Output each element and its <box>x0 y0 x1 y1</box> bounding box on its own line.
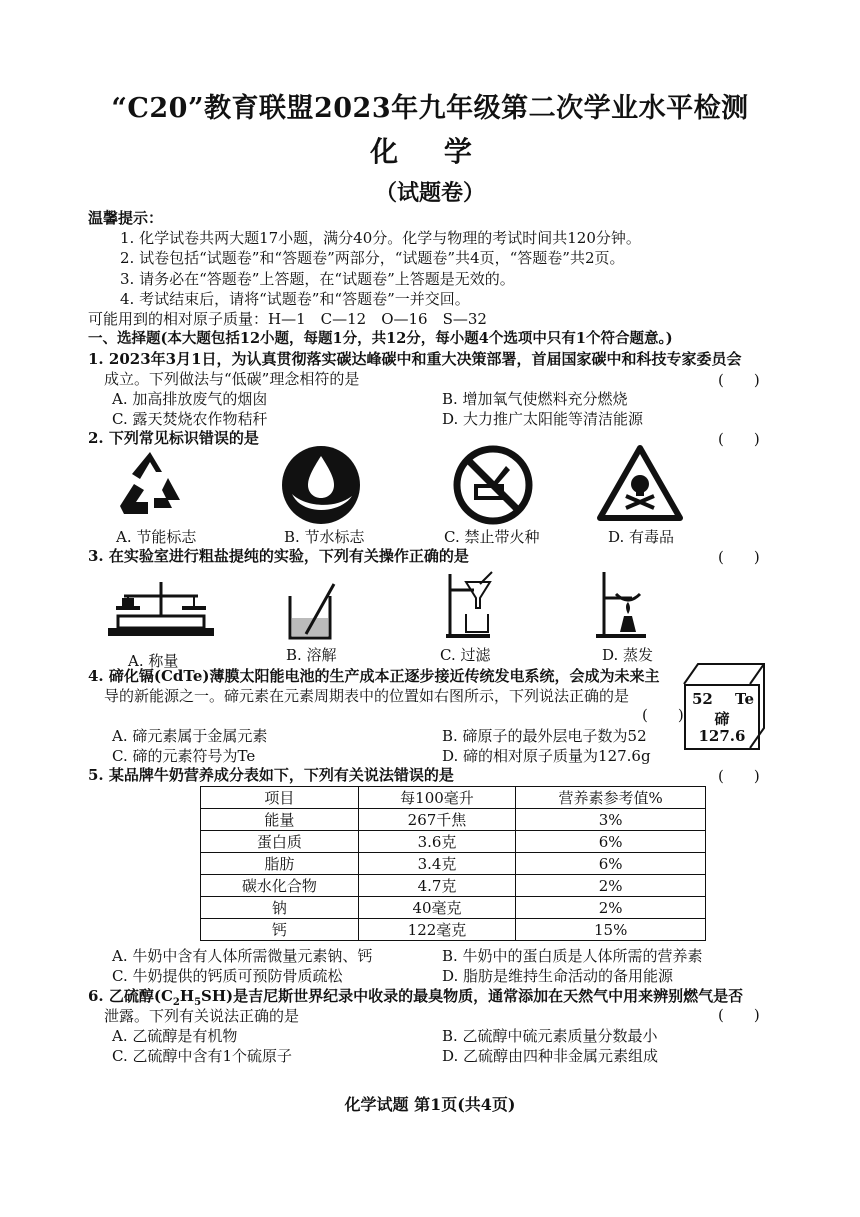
toxic-warning-icon <box>596 444 684 522</box>
q6-answer-paren[interactable]: ( ) <box>718 1006 760 1024</box>
q6-subscript: 2 <box>172 997 180 1008</box>
q2-option-a: A. 节能标志 <box>116 528 197 546</box>
water-saving-icon <box>280 444 362 526</box>
q6-option-d: D. 乙硫醇由四种非金属元素组成 <box>442 1047 659 1065</box>
table-cell: 267千焦 <box>358 809 516 831</box>
page-footer: 化学试题 第1页(共4页) <box>344 1095 516 1114</box>
q6-option-b: B. 乙硫醇中硫元素质量分数最小 <box>442 1027 658 1045</box>
q3-option-b: B. 溶解 <box>286 646 337 664</box>
notice-item-4: 4. 考试结束后，请将“试题卷”和“答题卷”一并交回。 <box>120 290 470 308</box>
q1-option-a: A. 加高排放废气的烟囱 <box>112 390 268 408</box>
table-cell: 碳水化合物 <box>201 875 359 897</box>
subject-title: 化 学 <box>370 135 490 168</box>
table-cell: 脂肪 <box>201 853 359 875</box>
column-header: 每100毫升 <box>358 787 516 809</box>
table-cell: 蛋白质 <box>201 831 359 853</box>
table-cell: 钙 <box>201 919 359 941</box>
notice-heading: 温馨提示： <box>88 209 164 227</box>
q5-answer-paren[interactable]: ( ) <box>718 767 760 785</box>
table-row <box>201 853 706 875</box>
table-cell: 40毫克 <box>358 897 516 919</box>
q2-option-d: D. 有毒品 <box>608 528 675 546</box>
atomic-mass: 127.6 <box>698 727 746 745</box>
q5-option-d: D. 脂肪是维持生命活动的备用能源 <box>442 967 674 985</box>
table-cell: 能量 <box>201 809 359 831</box>
q2-option-c: C. 禁止带火种 <box>444 528 540 546</box>
q6-stem-part: 6. 乙硫醇(C <box>88 987 173 1005</box>
q1-stem-line1: 1. 2023年3月1日，为认真贯彻落实碳达峰碳中和重大决策部署，首届国家碳中和科技专家委员会 <box>88 350 742 368</box>
notice-item-2: 2. 试卷包括“试题卷”和“答题卷”两部分，“试题卷”共4页，“答题卷”共2页。 <box>120 249 625 267</box>
table-cell: 4.7克 <box>358 875 516 897</box>
recycle-icon <box>110 448 190 522</box>
table-row <box>201 919 706 941</box>
table-row <box>201 875 706 897</box>
table-cell: 2% <box>516 875 706 897</box>
q1-option-b: B. 增加氧气使燃料充分燃烧 <box>442 390 628 408</box>
table-cell: 钠 <box>201 897 359 919</box>
table-cell: 15% <box>516 919 706 941</box>
q3-option-a: A. 称量 <box>128 652 179 670</box>
q5-option-a: A. 牛奶中含有人体所需微量元素钠、钙 <box>112 947 373 965</box>
q3-answer-paren[interactable]: ( ) <box>718 548 760 566</box>
table-cell: 122毫克 <box>358 919 516 941</box>
q4-option-c: C. 碲的元素符号为Te <box>112 747 256 765</box>
nutrition-table <box>200 786 706 941</box>
q2-stem: 2. 下列常见标识错误的是 <box>88 429 259 447</box>
q6-stem-part: H <box>179 987 195 1005</box>
q5-option-c: C. 牛奶提供的钙质可预防骨质疏松 <box>112 967 343 985</box>
q2-answer-paren[interactable]: ( ) <box>718 430 760 448</box>
q1-option-c: C. 露天焚烧农作物秸秆 <box>112 410 268 428</box>
element-symbol: Te <box>735 690 754 708</box>
element-cell <box>684 684 760 750</box>
q6-option-c: C. 乙硫醇中含有1个硫原子 <box>112 1047 293 1065</box>
beaker-stirring-icon <box>284 580 340 642</box>
q3-option-d: D. 蒸发 <box>602 646 654 664</box>
q1-stem-line2: 成立。下列做法与“低碳”理念相符的是 <box>104 370 360 388</box>
exam-title: “C20”教育联盟2023年九年级第二次学业水平检测 <box>111 93 749 124</box>
table-cell: 6% <box>516 831 706 853</box>
balance-icon <box>104 572 218 640</box>
table-cell: 3% <box>516 809 706 831</box>
q5-option-b: B. 牛奶中的蛋白质是人体所需的营养素 <box>442 947 703 965</box>
table-cell: 2% <box>516 897 706 919</box>
notice-item-1: 1. 化学试卷共两大题17小题，满分40分。化学与物理的考试时间共120分钟。 <box>120 229 641 247</box>
table-row <box>201 897 706 919</box>
table-row <box>201 809 706 831</box>
section-heading: 一、选择题(本大题包括12小题，每题1分，共12分，每小题4个选项中只有1个符合题意。) <box>88 330 673 347</box>
q4-option-a: A. 碲元素属于金属元素 <box>112 727 268 745</box>
q6-option-a: A. 乙硫醇是有机物 <box>112 1027 238 1045</box>
table-cell: 3.4克 <box>358 853 516 875</box>
column-header: 营养素参考值% <box>516 787 706 809</box>
q4-stem-line1: 4. 碲化镉(CdTe)薄膜太阳能电池的生产成本正逐步接近传统发电系统，会成为未来主 <box>88 667 660 685</box>
q6-subscript: 5 <box>194 997 202 1008</box>
q4-answer-paren[interactable]: ( ) <box>642 706 684 724</box>
q3-option-c: C. 过滤 <box>440 646 491 664</box>
table-cell: 3.6克 <box>358 831 516 853</box>
no-fire-icon <box>452 444 534 526</box>
table-cell: 6% <box>516 853 706 875</box>
table-header-row <box>201 787 706 809</box>
notice-item-3: 3. 请务必在“答题卷”上答题，在“试题卷”上答题是无效的。 <box>120 270 515 288</box>
atomic-number: 52 <box>692 690 713 708</box>
column-header: 项目 <box>201 787 359 809</box>
atomic-masses: 可能用到的相对原子质量：H—1 C—12 O—16 S—32 <box>88 310 487 328</box>
evaporation-icon <box>592 568 652 640</box>
q5-stem: 5. 某品牌牛奶营养成分表如下，下列有关说法错误的是 <box>88 766 454 784</box>
element-name: 碲 <box>714 710 730 728</box>
q6-stem-line2: 泄露。下列有关说法正确的是 <box>104 1007 300 1025</box>
q6-stem-part: SH)是吉尼斯世界纪录中收录的最臭物质，通常添加在天然气中用来辨别燃气是否 <box>201 987 744 1005</box>
table-row <box>201 831 706 853</box>
q4-stem-line2: 导的新能源之一。碲元素在元素周期表中的位置如右图所示，下列说法正确的是 <box>104 687 630 705</box>
q1-answer-paren[interactable]: ( ) <box>718 371 760 389</box>
q2-option-b: B. 节水标志 <box>284 528 365 546</box>
q4-option-b: B. 碲原子的最外层电子数为52 <box>442 727 647 745</box>
paper-type: （试题卷） <box>374 180 485 206</box>
q3-stem: 3. 在实验室进行粗盐提纯的实验，下列有关操作正确的是 <box>88 547 469 565</box>
q4-option-d: D. 碲的相对原子质量为127.6g <box>442 747 651 765</box>
q1-option-d: D. 大力推广太阳能等清洁能源 <box>442 410 644 428</box>
filtration-icon <box>440 568 500 640</box>
